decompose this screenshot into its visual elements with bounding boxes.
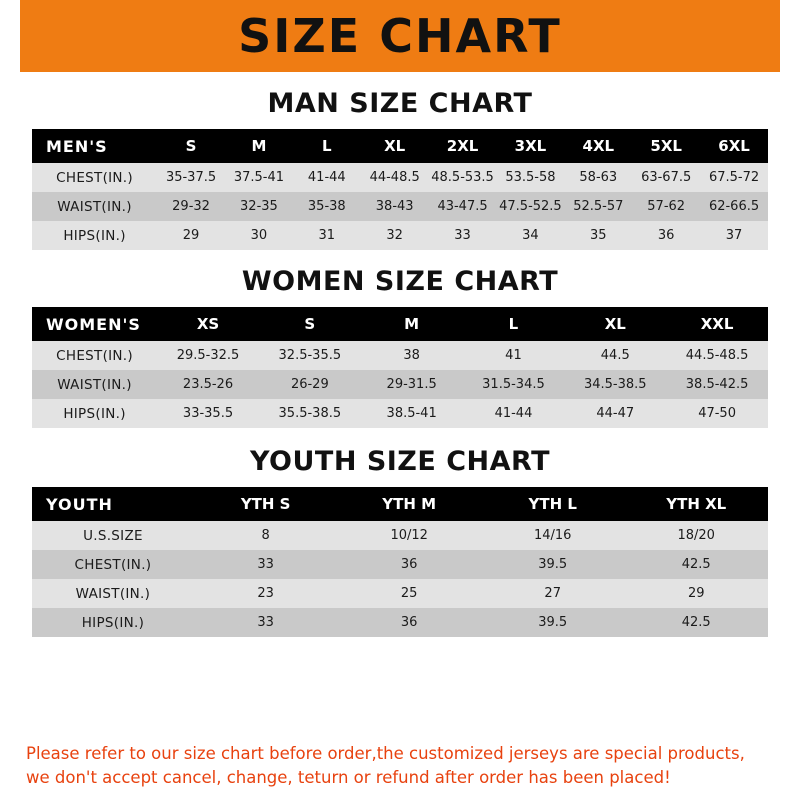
measurement-cell: 32 bbox=[386, 228, 403, 243]
measurement-cell: 41-44 bbox=[494, 406, 533, 421]
measurement-cell: 48.5-53.5 bbox=[431, 170, 494, 185]
man-table-header bbox=[32, 129, 768, 163]
women-column-header: XS bbox=[196, 315, 220, 333]
measurement-cell: 31 bbox=[318, 228, 336, 243]
measurement-cell: 41 bbox=[505, 348, 522, 363]
footer-note-line-2: we don't accept cancel, change, teturn or refund after order has been placed! bbox=[26, 768, 671, 788]
women-column-header: M bbox=[404, 315, 420, 333]
man-column-header: L bbox=[322, 137, 332, 155]
youth-size-chart-table bbox=[32, 487, 768, 637]
women-row-head-label: WOMEN'S bbox=[46, 314, 141, 334]
table-row bbox=[32, 192, 768, 221]
table-row bbox=[32, 608, 768, 637]
women-column-header: XL bbox=[604, 315, 626, 333]
man-header-row bbox=[32, 129, 768, 163]
youth-column-header: YTH L bbox=[528, 495, 577, 513]
measurement-cell: 29-32 bbox=[172, 199, 210, 214]
measurement-cell: 41-44 bbox=[307, 170, 346, 185]
measurement-cell: 33 bbox=[257, 615, 274, 630]
measurement-cell: 35-37.5 bbox=[165, 170, 217, 185]
row-label: U.S.SIZE bbox=[83, 527, 143, 544]
row-label: CHEST(IN.) bbox=[56, 169, 133, 186]
row-label: HIPS(IN.) bbox=[63, 227, 126, 244]
measurement-cell: 36 bbox=[657, 228, 675, 243]
measurement-cell: 29 bbox=[687, 586, 705, 601]
youth-column-header: YTH XL bbox=[666, 495, 727, 513]
measurement-cell: 38-43 bbox=[375, 199, 414, 214]
measurement-cell: 30 bbox=[250, 228, 268, 243]
measurement-cell: 43-47.5 bbox=[437, 199, 488, 214]
women-column-header: L bbox=[508, 315, 519, 333]
man-column-header: M bbox=[251, 137, 267, 155]
measurement-cell: 63-67.5 bbox=[641, 170, 692, 185]
women-size-chart-table bbox=[32, 307, 768, 428]
measurement-cell: 33 bbox=[454, 228, 471, 243]
row-label: WAIST(IN.) bbox=[57, 198, 132, 215]
table-row bbox=[32, 370, 768, 399]
measurement-cell: 34 bbox=[522, 228, 539, 243]
women-table-header bbox=[32, 307, 768, 341]
measurement-cell: 34.5-38.5 bbox=[583, 377, 647, 392]
measurement-cell: 58-63 bbox=[579, 170, 618, 185]
table-row bbox=[32, 399, 768, 428]
measurement-cell: 62-66.5 bbox=[708, 199, 760, 214]
row-label: WAIST(IN.) bbox=[57, 376, 132, 393]
row-label: WAIST(IN.) bbox=[75, 585, 151, 602]
page-title: SIZE CHART bbox=[238, 9, 562, 63]
measurement-cell: 23.5-26 bbox=[182, 377, 234, 392]
measurement-cell: 32.5-35.5 bbox=[278, 348, 342, 363]
women-column-header: S bbox=[304, 315, 316, 333]
measurement-cell: 23 bbox=[257, 586, 274, 601]
youth-row-head-label: YOUTH bbox=[46, 494, 113, 514]
man-row-head-label: MEN'S bbox=[46, 136, 108, 156]
women-table-body bbox=[32, 341, 768, 428]
man-column-header: XL bbox=[384, 137, 406, 155]
section-title-youth: YOUTH SIZE CHART bbox=[249, 446, 551, 477]
youth-column-header: YTH M bbox=[382, 495, 437, 513]
measurement-cell: 39.5 bbox=[538, 557, 568, 572]
row-label: CHEST(IN.) bbox=[56, 347, 133, 364]
banner-right-gap bbox=[780, 0, 800, 72]
measurement-cell: 18/20 bbox=[677, 528, 715, 543]
measurement-cell: 36 bbox=[400, 615, 418, 630]
measurement-cell: 53.5-58 bbox=[505, 170, 556, 185]
man-column-header: S bbox=[185, 137, 197, 155]
table-row bbox=[32, 550, 768, 579]
table-row bbox=[32, 163, 768, 192]
measurement-cell: 52.5-57 bbox=[573, 199, 624, 214]
measurement-cell: 37.5-41 bbox=[233, 170, 285, 185]
measurement-cell: 44-47 bbox=[596, 406, 635, 421]
man-table-body bbox=[32, 163, 768, 250]
man-column-header: 4XL bbox=[582, 137, 615, 155]
measurement-cell: 35-38 bbox=[307, 199, 346, 214]
measurement-cell: 42.5 bbox=[681, 557, 711, 572]
measurement-cell: 8 bbox=[261, 528, 270, 543]
measurement-cell: 42.5 bbox=[681, 615, 711, 630]
measurement-cell: 47.5-52.5 bbox=[499, 199, 562, 214]
measurement-cell: 44.5-48.5 bbox=[685, 348, 749, 363]
measurement-cell: 10/12 bbox=[390, 528, 428, 543]
header-banner bbox=[0, 0, 800, 72]
measurement-cell: 67.5-72 bbox=[708, 170, 760, 185]
measurement-cell: 38 bbox=[403, 348, 420, 363]
measurement-cell: 33 bbox=[257, 557, 274, 572]
man-size-chart-table bbox=[32, 129, 768, 250]
youth-column-header: YTH S bbox=[240, 495, 291, 513]
measurement-cell: 25 bbox=[400, 586, 418, 601]
measurement-cell: 29-31.5 bbox=[386, 377, 437, 392]
measurement-cell: 44.5 bbox=[600, 348, 630, 363]
man-column-header: 3XL bbox=[514, 137, 547, 155]
row-label: HIPS(IN.) bbox=[63, 405, 126, 422]
man-column-header: 2XL bbox=[446, 137, 479, 155]
youth-table-header bbox=[32, 487, 768, 521]
measurement-cell: 38.5-42.5 bbox=[685, 377, 749, 392]
measurement-cell: 37 bbox=[725, 228, 743, 243]
row-label: HIPS(IN.) bbox=[81, 614, 145, 631]
measurement-cell: 35.5-38.5 bbox=[278, 406, 342, 421]
measurement-cell: 57-62 bbox=[647, 199, 686, 214]
measurement-cell: 29.5-32.5 bbox=[176, 348, 240, 363]
measurement-cell: 14/16 bbox=[533, 528, 572, 543]
section-title-women: WOMEN SIZE CHART bbox=[241, 266, 559, 297]
table-row bbox=[32, 521, 768, 550]
table-row bbox=[32, 221, 768, 250]
section-title-man: MAN SIZE CHART bbox=[267, 88, 533, 119]
banner-left-gap bbox=[0, 0, 20, 72]
measurement-cell: 31.5-34.5 bbox=[482, 377, 545, 392]
measurement-cell: 35 bbox=[590, 228, 607, 243]
measurement-cell: 26-29 bbox=[290, 377, 329, 392]
measurement-cell: 33-35.5 bbox=[182, 406, 234, 421]
measurement-cell: 27 bbox=[544, 586, 561, 601]
women-column-header: XXL bbox=[700, 315, 734, 333]
measurement-cell: 36 bbox=[400, 557, 418, 572]
footer-note-line-1: Please refer to our size chart before order,the customized jerseys are special products, bbox=[26, 744, 745, 764]
measurement-cell: 44-48.5 bbox=[369, 170, 420, 185]
measurement-cell: 39.5 bbox=[538, 615, 568, 630]
table-row bbox=[32, 341, 768, 370]
measurement-cell: 47-50 bbox=[698, 406, 736, 421]
women-header-row bbox=[32, 307, 768, 341]
measurement-cell: 29 bbox=[182, 228, 200, 243]
table-row bbox=[32, 579, 768, 608]
man-column-header: 6XL bbox=[718, 137, 750, 155]
measurement-cell: 32-35 bbox=[240, 199, 278, 214]
footer-note bbox=[0, 742, 800, 790]
measurement-cell: 38.5-41 bbox=[386, 406, 437, 421]
youth-header-row bbox=[32, 487, 768, 521]
man-column-header: 5XL bbox=[650, 137, 682, 155]
youth-table-body bbox=[32, 521, 768, 637]
row-label: CHEST(IN.) bbox=[74, 556, 152, 573]
